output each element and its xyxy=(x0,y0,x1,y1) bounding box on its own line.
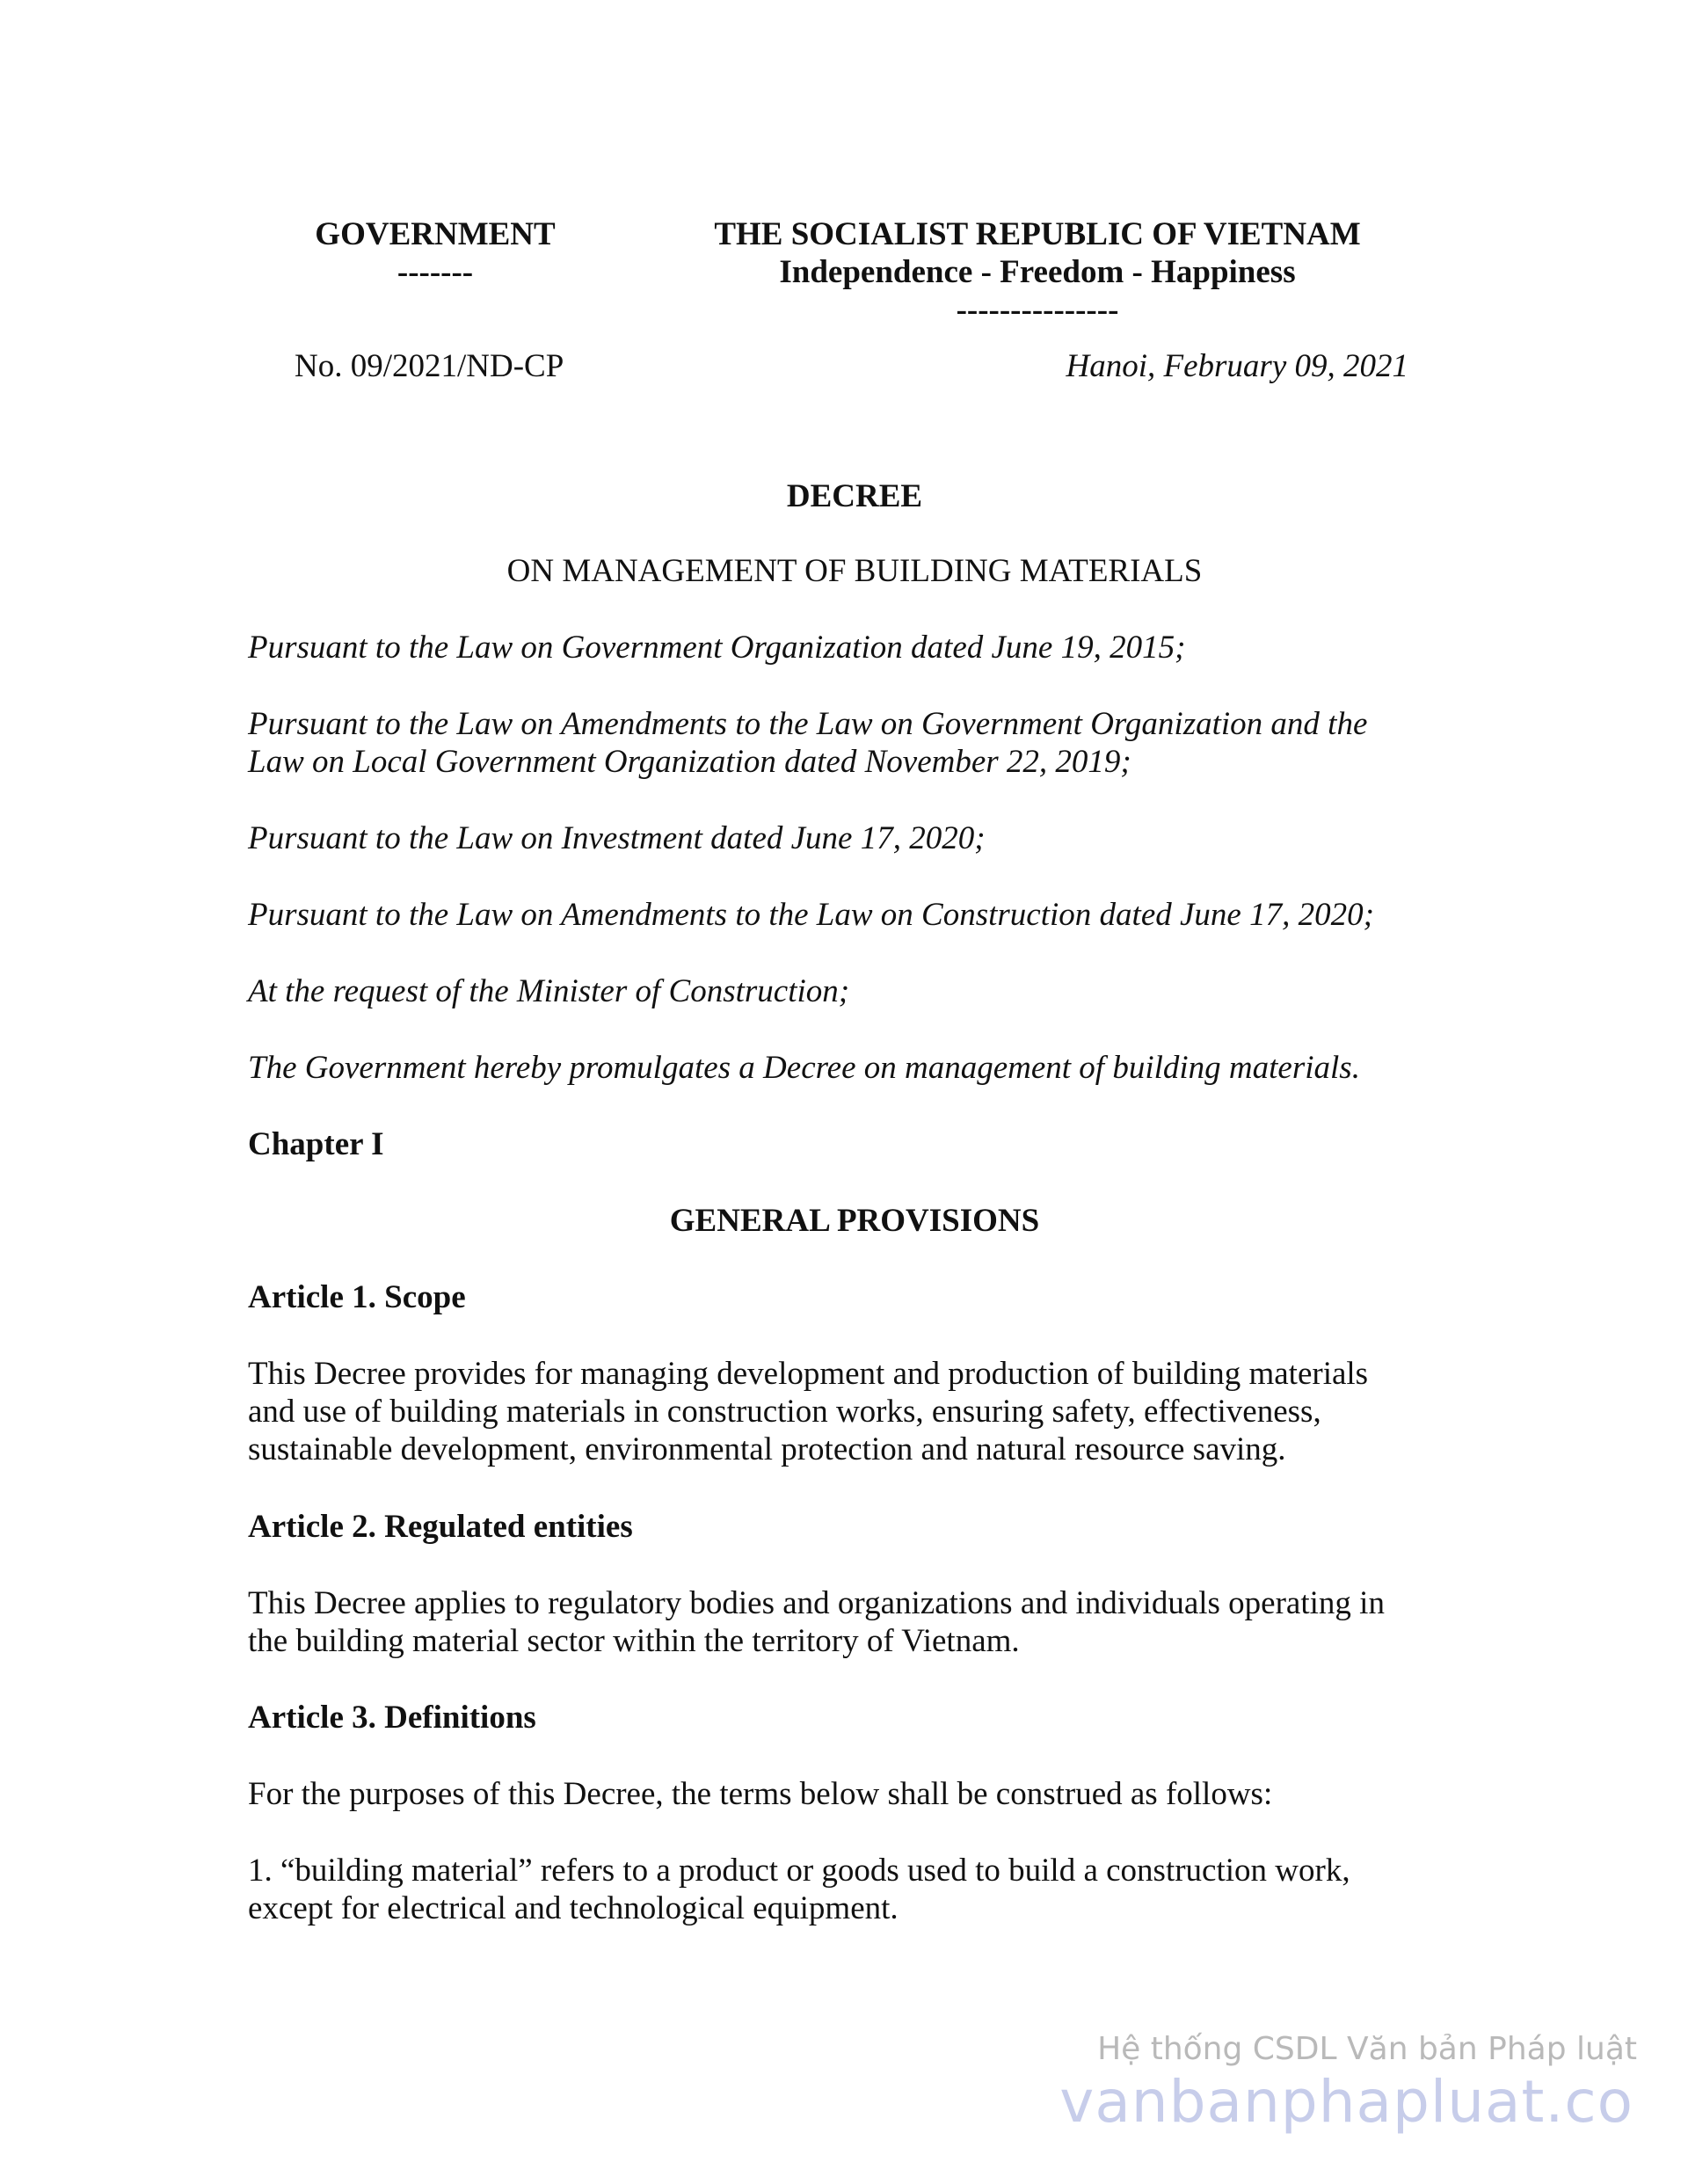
issuer-title: GOVERNMENT xyxy=(315,216,556,252)
article-heading: Article 2. Regulated entities xyxy=(248,1509,633,1545)
article-heading: Article 1. Scope xyxy=(248,1279,466,1315)
preamble-line: Pursuant to the Law on Amendments to the Law on Construction dated June 17, 2020; xyxy=(248,897,1374,933)
article-text-line: sustainable development, environmental protection and natural resource saving. xyxy=(248,1431,1286,1467)
national-rule: --------------- xyxy=(956,292,1119,328)
chapter-label: Chapter I xyxy=(248,1126,384,1162)
article-text-line: 1. “building material” refers to a product or goods used to build a construction work, xyxy=(248,1853,1350,1889)
chapter-title: GENERAL PROVISIONS xyxy=(669,1203,1040,1239)
article-text-line: This Decree provides for managing development and production of building materials xyxy=(248,1356,1369,1392)
preamble-line: Pursuant to the Law on Government Organization dated June 19, 2015; xyxy=(248,630,1186,666)
place-date: Hanoi, February 09, 2021 xyxy=(1066,348,1408,384)
article-text-line: and use of building materials in construction works, ensuring safety, effectiveness, xyxy=(248,1394,1321,1430)
issuer-rule: ------- xyxy=(397,254,474,290)
watermark-site: vanbanphapluat.co xyxy=(1059,2068,1633,2136)
preamble-line: Law on Local Government Organization dated November 22, 2019; xyxy=(248,744,1131,780)
article-text-line: the building material sector within the territory of Vietnam. xyxy=(248,1623,1020,1659)
preamble-line: At the request of the Minister of Construction; xyxy=(248,973,850,1009)
watermark-caption: Hệ thống CSDL Văn bản Pháp luật xyxy=(1097,2031,1637,2067)
preamble-line: The Government hereby promulgates a Decree on management of building materials. xyxy=(248,1050,1360,1086)
preamble-line: Pursuant to the Law on Investment dated June 17, 2020; xyxy=(248,820,986,856)
document-type: DECREE xyxy=(786,478,923,514)
article-text-line: This Decree applies to regulatory bodies and organizations and individuals operating in xyxy=(248,1585,1385,1621)
document-subject: ON MANAGEMENT OF BUILDING MATERIALS xyxy=(506,553,1203,589)
preamble-line: Pursuant to the Law on Amendments to the Law on Government Organization and the xyxy=(248,706,1368,742)
document-number: No. 09/2021/ND-CP xyxy=(295,348,564,384)
national-motto: Independence - Freedom - Happiness xyxy=(779,254,1296,290)
article-heading: Article 3. Definitions xyxy=(248,1700,536,1736)
article-text-line: except for electrical and technological equipment. xyxy=(248,1890,899,1926)
article-intro: For the purposes of this Decree, the terms below shall be construed as follows: xyxy=(248,1776,1273,1812)
national-title: THE SOCIALIST REPUBLIC OF VIETNAM xyxy=(714,216,1361,252)
